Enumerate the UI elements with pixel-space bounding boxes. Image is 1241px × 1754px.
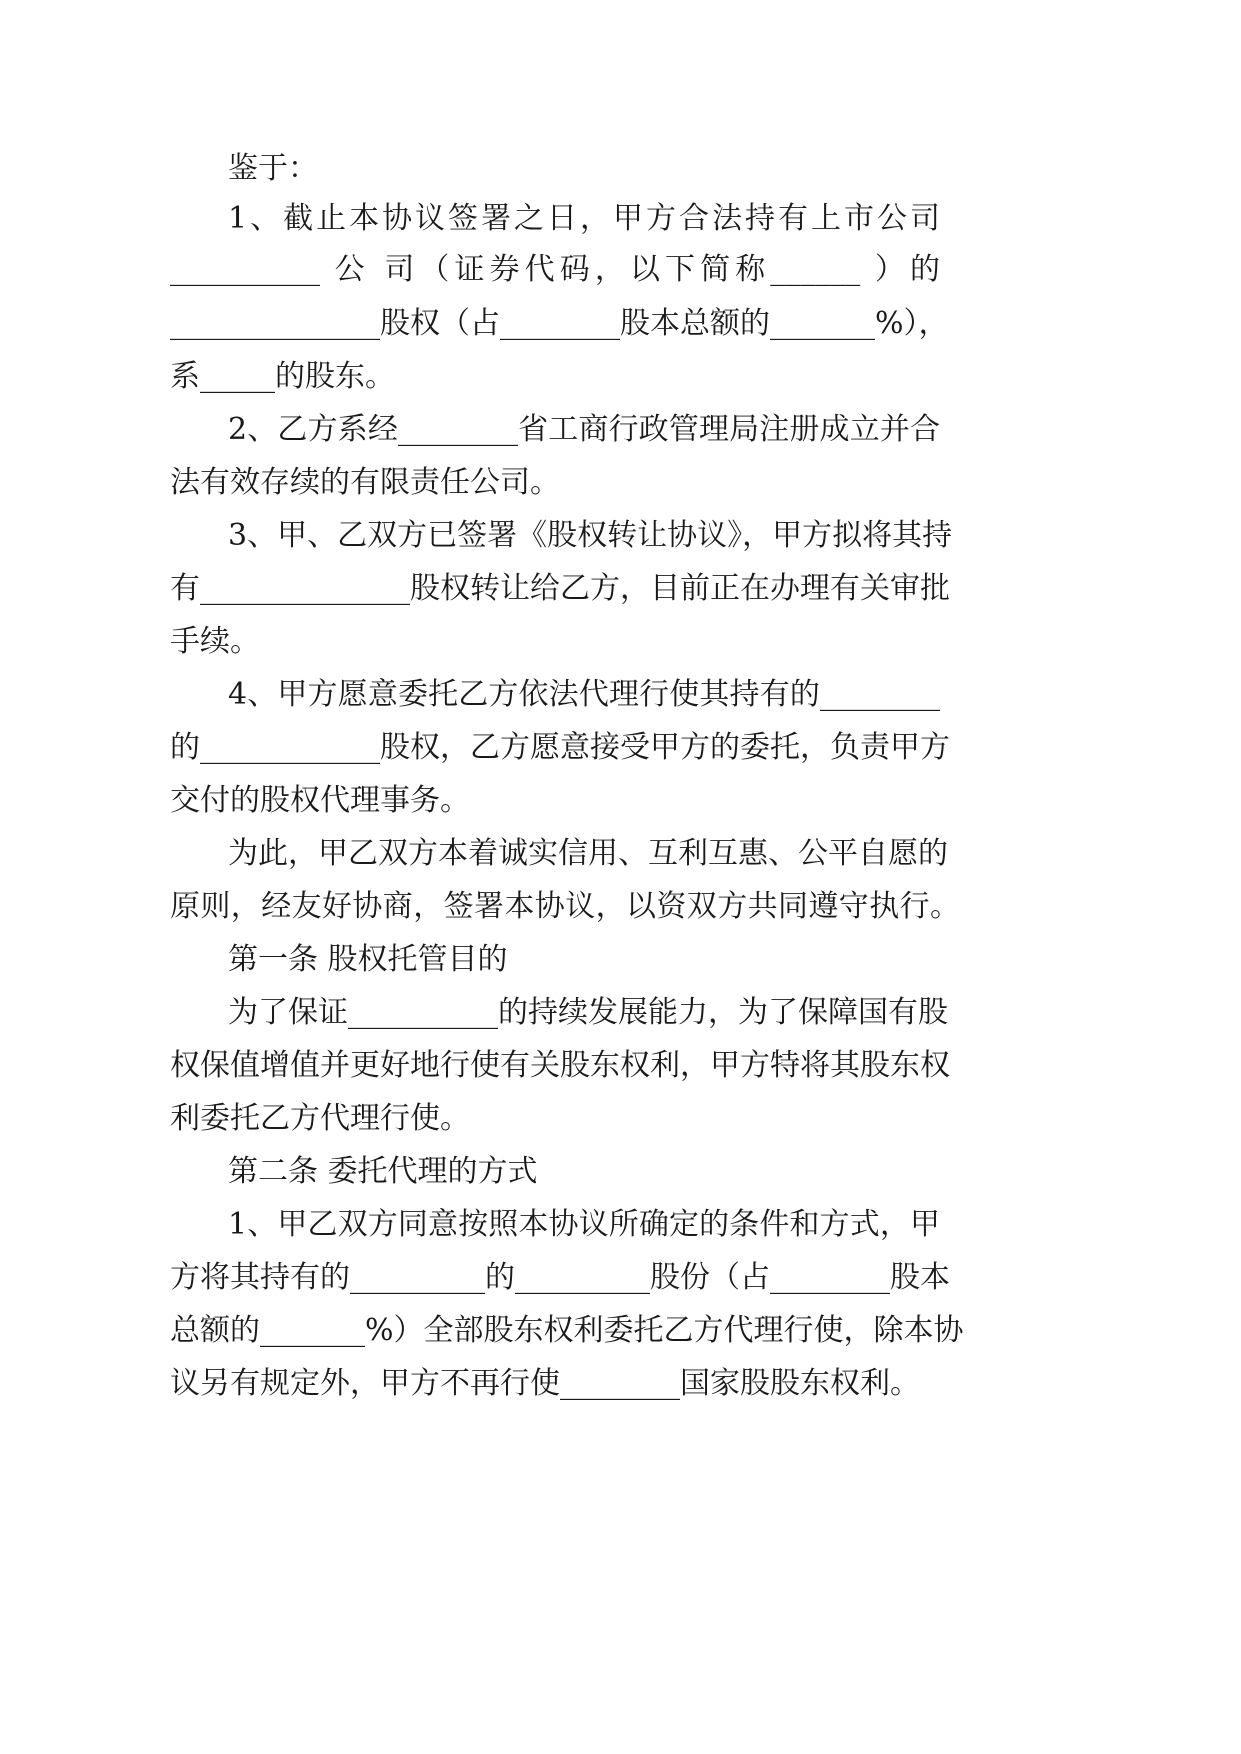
text-line: 1、甲乙双方同意按照本协议所确定的条件和方式，甲 (228, 1207, 940, 1242)
text-line: 为了保证__________的持续发展能力，为了保障国有股 (228, 995, 948, 1030)
text-line: 原则，经友好协商，签署本协议，以资双方共同遵守执行。 (170, 889, 960, 924)
text-line: 系_____的股东。 (170, 359, 395, 394)
text-line: 3、甲、乙双方已签署《股权转让协议》，甲方拟将其持 (228, 518, 953, 553)
text-line: 方将其持有的_________的_________股份（占________股本 (170, 1260, 950, 1295)
text-line: 有______________股权转让给乙方，目前正在办理有关审批 (170, 571, 950, 606)
text-line: 鉴于： (228, 151, 318, 186)
text-line: 的____________股权，乙方愿意接受甲方的委托，负责甲方 (170, 730, 950, 765)
section-heading: 第一条 股权托管目的 (228, 942, 508, 977)
text-line: 权保值增值并更好地行使有关股东权利，甲方特将其股东权 (170, 1048, 950, 1083)
text-line: 1、截止本协议签署之日，甲方合法持有上市公司 (228, 201, 940, 236)
text-line: __________ 公 司（证券代码，以下简称______ ）的 (170, 252, 940, 287)
text-line: 4、甲方愿意委托乙方依法代理行使其持有的________ (228, 677, 940, 712)
text-line: ______________股权（占________股本总额的_______%）， (170, 306, 949, 341)
text-line: 2、乙方系经________省工商行政管理局注册成立并合 (228, 412, 940, 447)
text-line: 交付的股权代理事务。 (170, 783, 470, 818)
text-line: 议另有规定外，甲方不再行使________国家股股东权利。 (170, 1366, 920, 1401)
text-line: 手续。 (170, 624, 260, 659)
text-line: 法有效存续的有限责任公司。 (170, 465, 560, 500)
text-line: 为此，甲乙双方本着诚实信用、互利互惠、公平自愿的 (228, 836, 948, 871)
text-line: 利委托乙方代理行使。 (170, 1101, 470, 1136)
text-line: 总额的_______%）全部股东权利委托乙方代理行使，除本协 (170, 1313, 964, 1348)
section-heading: 第二条 委托代理的方式 (228, 1154, 538, 1189)
